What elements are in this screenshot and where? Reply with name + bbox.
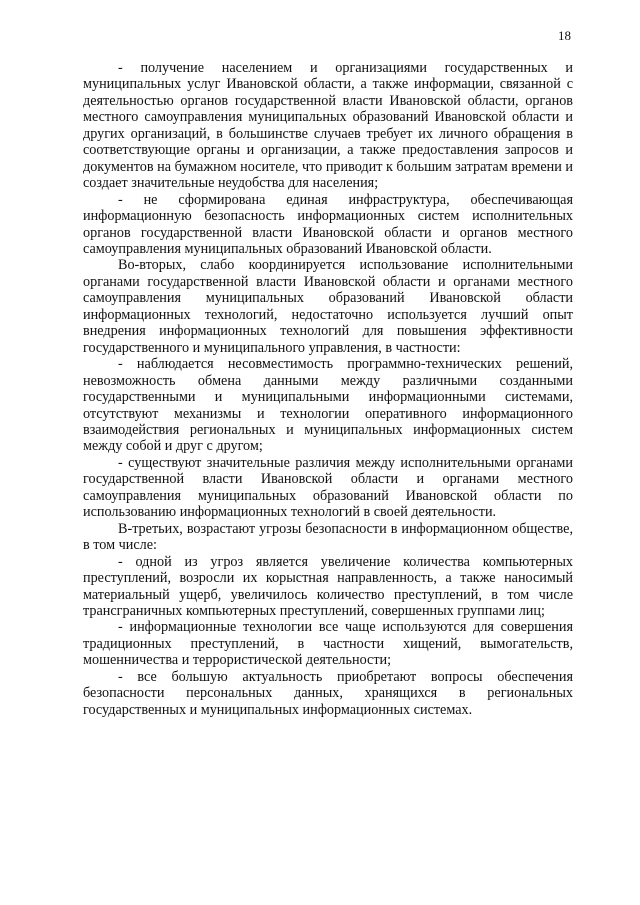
paragraph: Во-вторых, слабо координируется использование исполнительными органами государственной власти Ивановской области и органами местного самоуправления муниципальных образований Ивановской области информационных технологий, недостаточно используется лучший опыт внедрения информационных технологий для повышения эффективности государственного и муниципального управления, в частности: bbox=[83, 257, 573, 356]
paragraph: - получение населением и организациями государственных и муниципальных услуг Ивановской области, а также информации, связанной с деятельностью органов государственной власти Ивановской области, органов местного самоуправления муниципальных образований Ивановской области и других организаций, в большинстве случаев требует их личного обращения в соответствующие органы и организации, а также предоставления запросов и документов на бумажном носителе, что приводит к большим затратам времени и создает значительные неудобства для населения; bbox=[83, 60, 573, 192]
paragraph: - все большую актуальность приобретают вопросы обеспечения безопасности персональных данных, хранящихся в региональных государственных и муниципальных информационных системах. bbox=[83, 668, 573, 718]
paragraph: - одной из угроз является увеличение количества компьютерных преступлений, возросли их корыстная направленность, а также наносимый материальный ущерб, увеличилось количество преступлений, в том числе трансграничных компьютерных преступлений, совершенных группами лиц; bbox=[83, 553, 573, 619]
page-number: 18 bbox=[558, 28, 571, 43]
paragraph: - информационные технологии все чаще используются для совершения традиционных преступлений, в частности хищений, вымогательств, мошенничества и террористической деятельности; bbox=[83, 619, 573, 669]
paragraph: - наблюдается несовместимость программно-технических решений, невозможность обмена данными между различными созданными государственными и муниципальными информационными системами, отсутствуют механизмы и технологии оперативного информационного взаимодействия региональных и муниципальных информационных систем между собой и друг с другом; bbox=[83, 356, 573, 455]
paragraph: - не сформирована единая инфраструктура, обеспечивающая информационную безопасность информационных систем исполнительных органов государственной власти Ивановской области и органов местного самоуправления муниципальных образований Ивановской области. bbox=[83, 191, 573, 257]
paragraph: В-третьих, возрастают угрозы безопасности в информационном обществе, в том числе: bbox=[83, 520, 573, 554]
document-body bbox=[83, 60, 573, 718]
paragraph: - существуют значительные различия между исполнительными органами государственной власти Ивановской области и органами местного самоуправления муниципальных образований Ивановской области по использованию информационных технологий в своей деятельности. bbox=[83, 454, 573, 521]
